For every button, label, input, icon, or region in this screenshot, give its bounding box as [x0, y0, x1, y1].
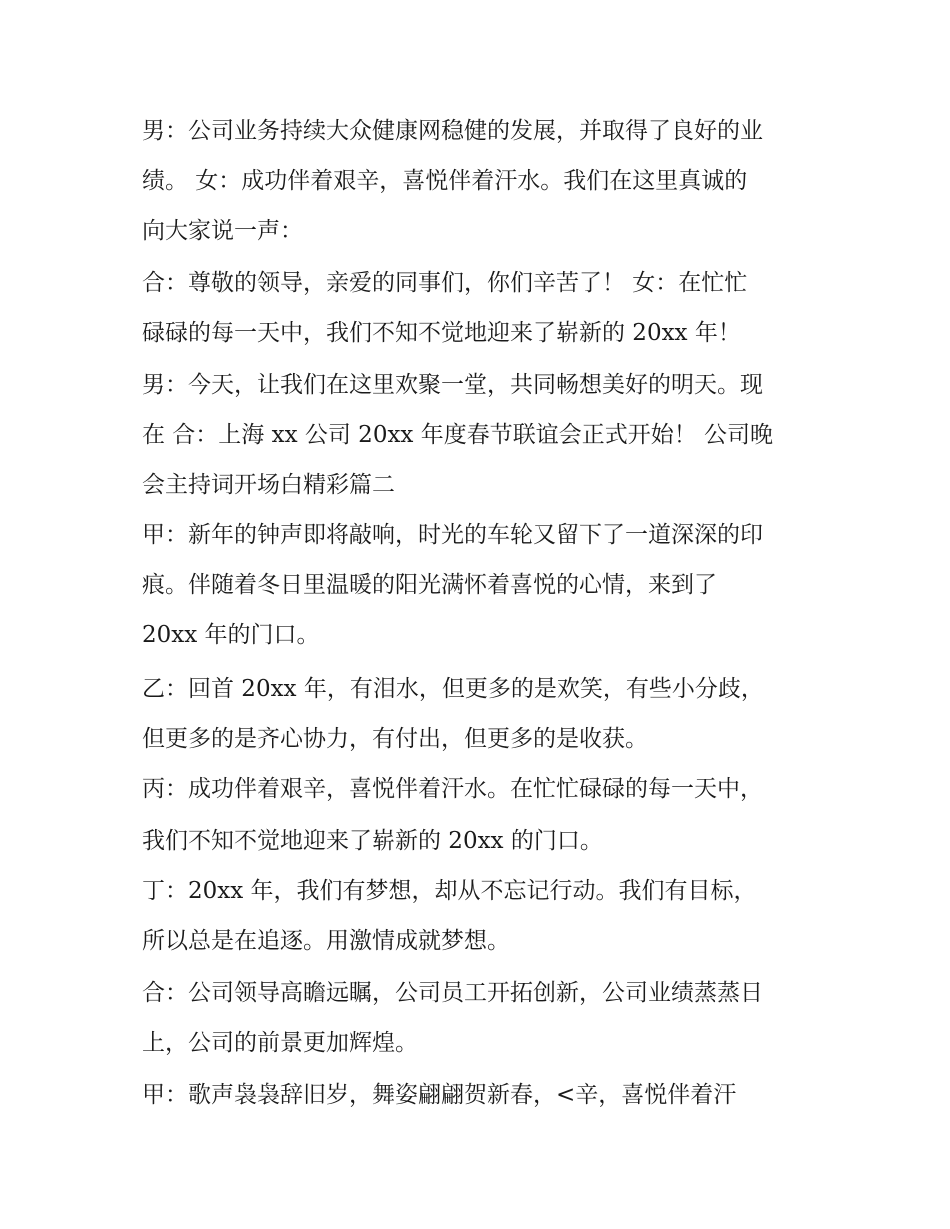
text-line: 丁：20xx 年，我们有梦想，却从不忘记行动。我们有目标， [142, 878, 757, 904]
text-line: 乙：回首 20xx 年，有泪水，但更多的是欢笑，有些小分歧， [142, 676, 764, 702]
text-line: 合：尊敬的领导，亲爱的同事们，你们辛苦了！ 女：在忙忙 [142, 270, 748, 296]
text-line: 但更多的是齐心协力，有付出，但更多的是收获。 [142, 726, 648, 752]
text-line: 所以总是在追逐。用激情成就梦想。 [142, 928, 510, 954]
text-line: 男：今天，让我们在这里欢聚一堂，共同畅想美好的明天。现 [142, 372, 763, 398]
text-line: 向大家说一声： [142, 218, 303, 244]
text-line: 男：公司业务持续大众健康网稳健的发展，并取得了良好的业 [142, 118, 763, 144]
text-line: 痕。伴随着冬日里温暖的阳光满怀着喜悦的心情，来到了 [142, 572, 717, 598]
text-line: 上，公司的前景更加辉煌。 [142, 1030, 418, 1056]
text-line: 碌碌的每一天中，我们不知不觉地迎来了崭新的 20xx 年！ [142, 320, 741, 346]
text-line: 我们不知不觉地迎来了崭新的 20xx 的门口。 [142, 828, 603, 854]
text-line: 20xx 年的门口。 [142, 622, 320, 648]
text-line: 甲：歌声袅袅辞旧岁，舞姿翩翩贺新春，<辛，喜悦伴着汗 [142, 1082, 737, 1108]
text-line: 会主持词开场白精彩篇二 [142, 472, 395, 498]
text-line: 甲：新年的钟声即将敲响，时光的车轮又留下了一道深深的印 [142, 522, 763, 548]
text-line: 绩。 女：成功伴着艰辛，喜悦伴着汗水。我们在这里真诚的 [142, 168, 748, 194]
text-line: 在 合：上海 xx 公司 20xx 年度春节联谊会正式开始！ 公司晚 [142, 422, 774, 448]
text-line: 合：公司领导高瞻远瞩，公司员工开拓创新，公司业绩蒸蒸日 [142, 980, 763, 1006]
text-line: 丙：成功伴着艰辛，喜悦伴着汗水。在忙忙碌碌的每一天中， [142, 776, 763, 802]
